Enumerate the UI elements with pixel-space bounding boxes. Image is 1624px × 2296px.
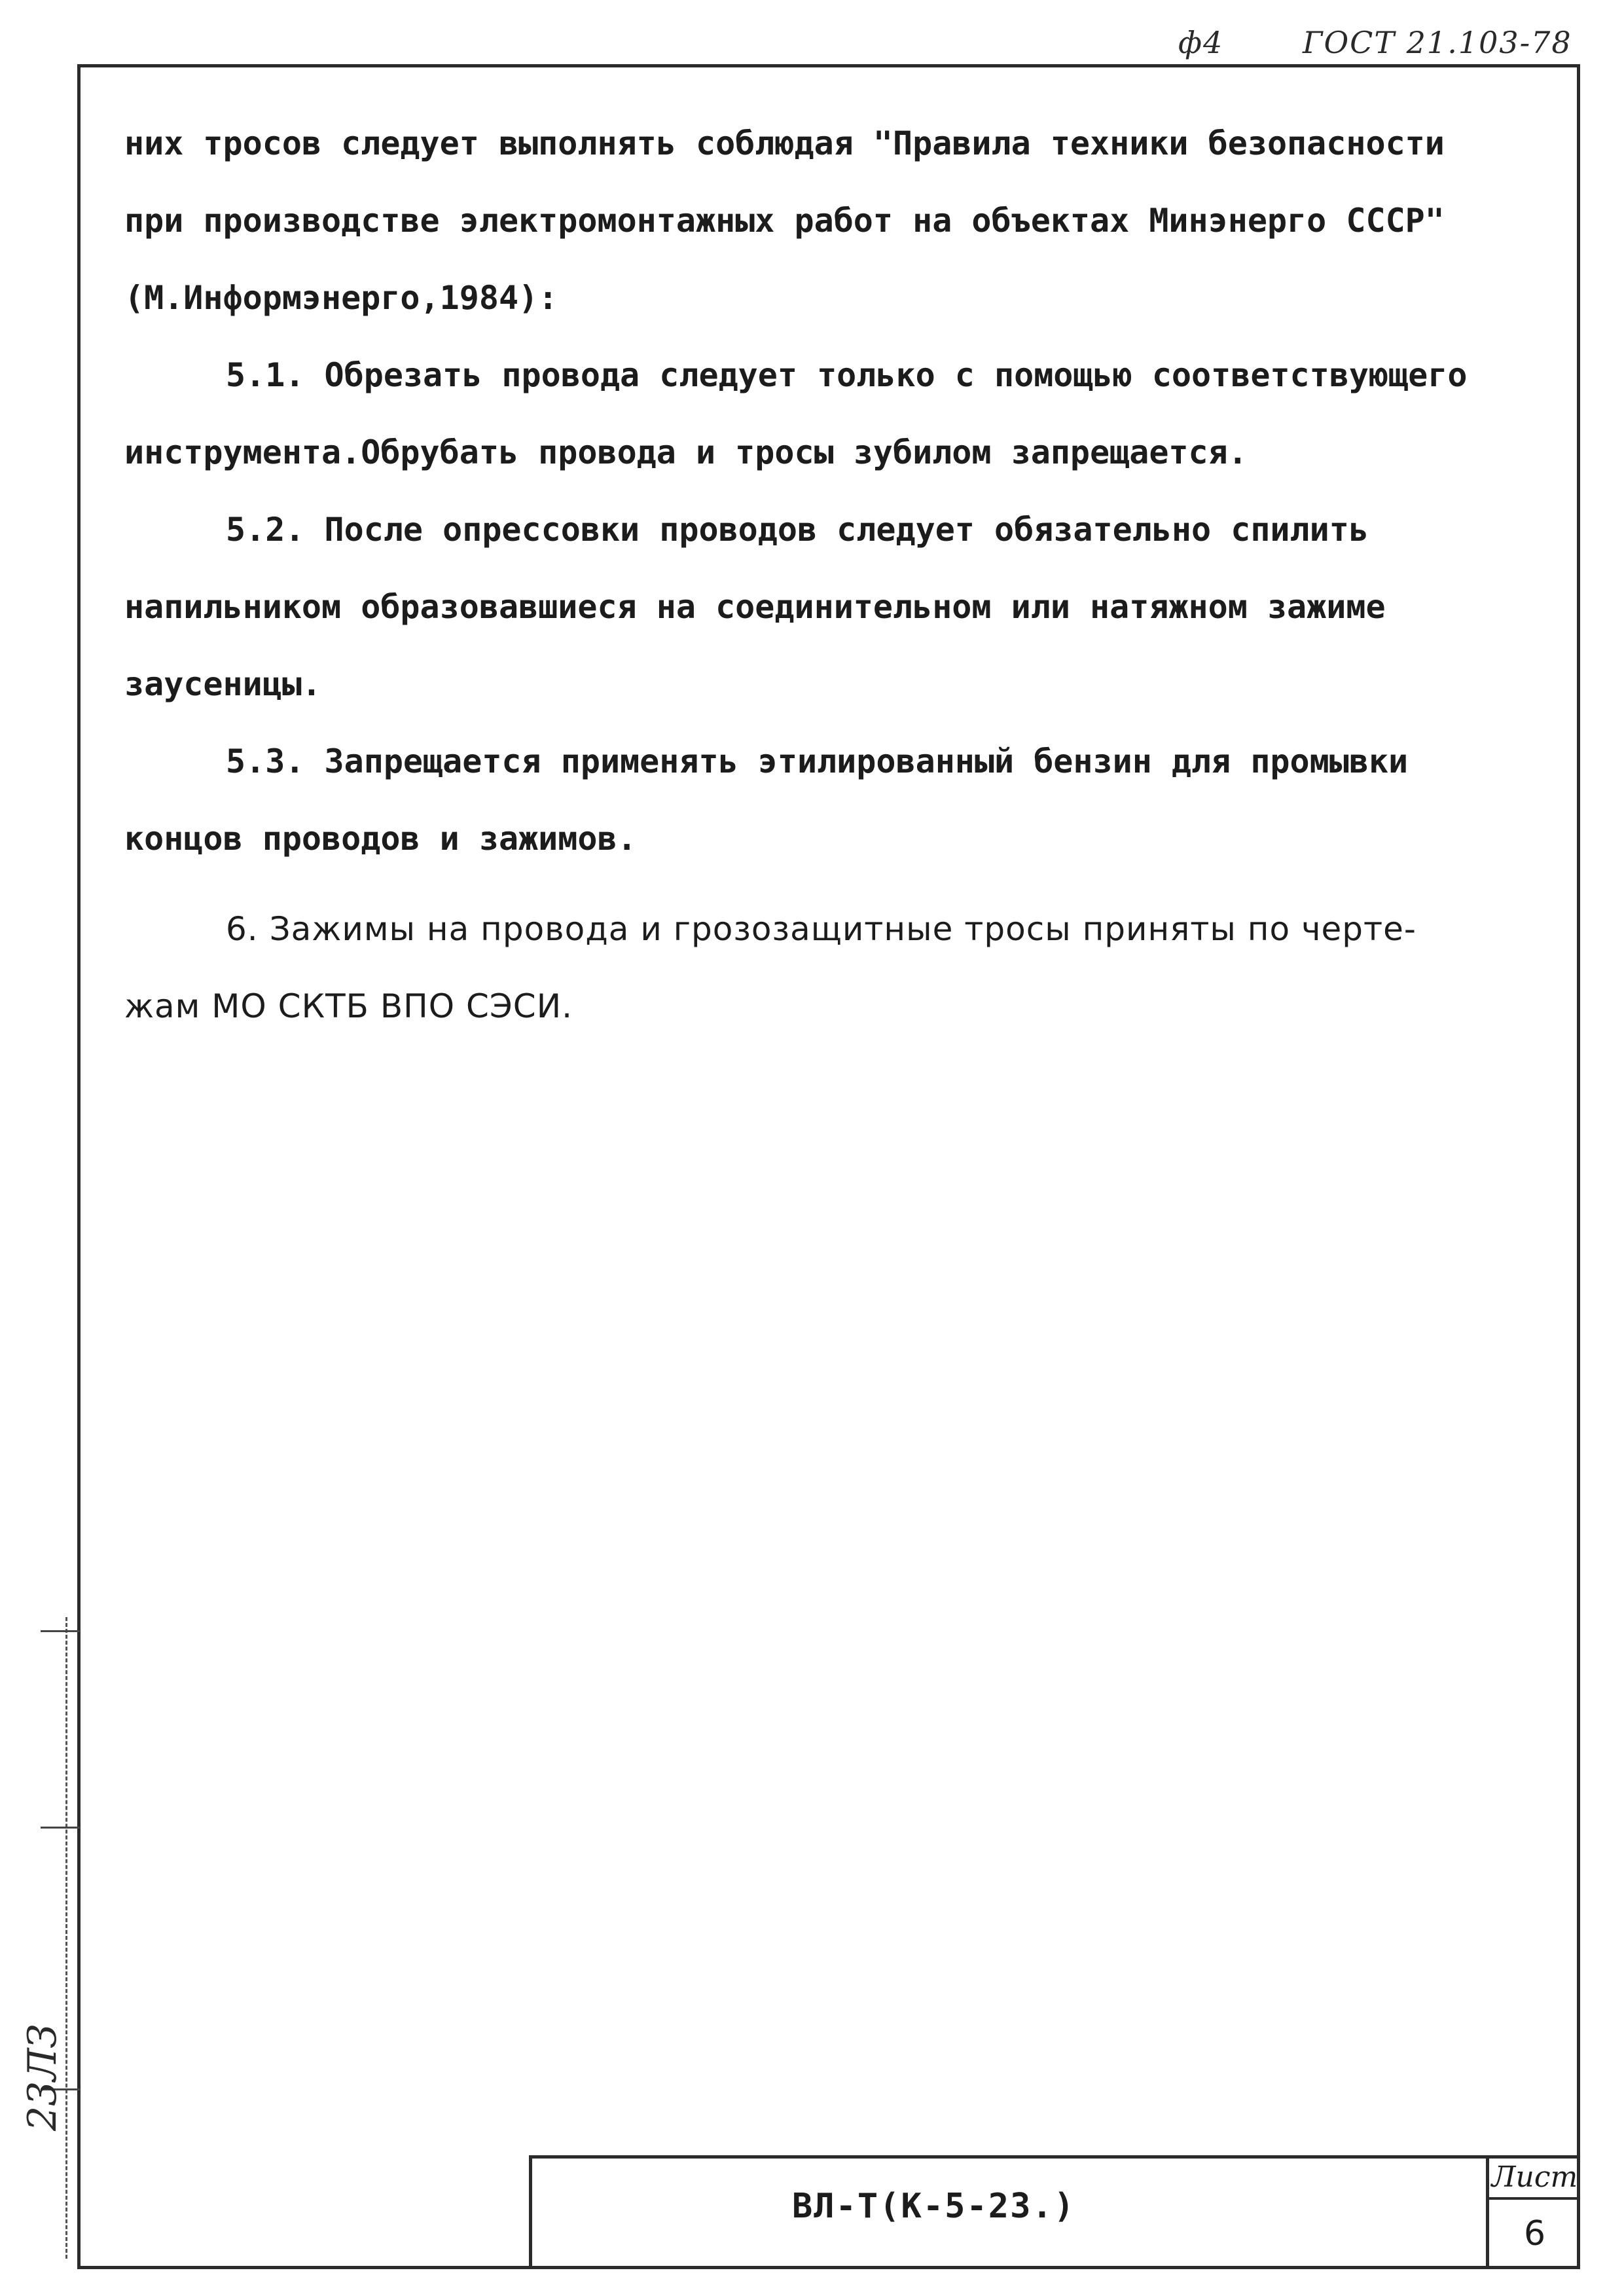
margin-inventory-number: 23ЛЗ <box>20 2024 65 2131</box>
sheet-label: Лист <box>1489 2155 1580 2200</box>
intro-line: них тросов следует выполнять соблюдая "Правила техники безопасности <box>124 124 1445 162</box>
document-body <box>124 105 1551 1045</box>
item-6: 6. Зажимы на провода и грозозащитные тросы приняты по черте- <box>226 910 1416 948</box>
document-code: ВЛ-Т(К-5-23.) <box>792 2187 1075 2226</box>
item-5-3: 5.3. Запрещается применять этилированный бензин для промывки <box>226 742 1409 780</box>
margin-dashed-line <box>65 1617 67 2259</box>
item-5-1: 5.1. Обрезать провода следует только с помощью соответствующего <box>226 356 1468 394</box>
item-5-2-continued: заусеницы. <box>124 665 322 703</box>
item-5-2: 5.2. После опрессовки проводов следует обязательно спилить <box>226 511 1369 549</box>
sheet-cell <box>1486 2155 1580 2269</box>
item-5-1-continued: инструмента.Обрубать провода и тросы зубилом запрещается. <box>124 433 1248 471</box>
item-5-2-continued: напильником образовавшиеся на соединительном или натяжном зажиме <box>124 588 1386 626</box>
sheet-number: 6 <box>1523 2214 1546 2253</box>
intro-line: при производстве электромонтажных работ на объектах Минэнерго СССР" <box>124 202 1445 240</box>
form-code: ф4 <box>1178 25 1224 60</box>
standard-reference: ГОСТ 21.103-78 <box>1303 25 1572 60</box>
item-6-continued: жам МО СКТБ ВПО СЭСИ. <box>124 987 573 1025</box>
margin-tick <box>41 1630 80 1632</box>
margin-tick <box>41 1827 80 1829</box>
item-5-3-continued: концов проводов и зажимов. <box>124 820 637 858</box>
intro-line: (М.Информэнерго,1984): <box>124 279 558 317</box>
